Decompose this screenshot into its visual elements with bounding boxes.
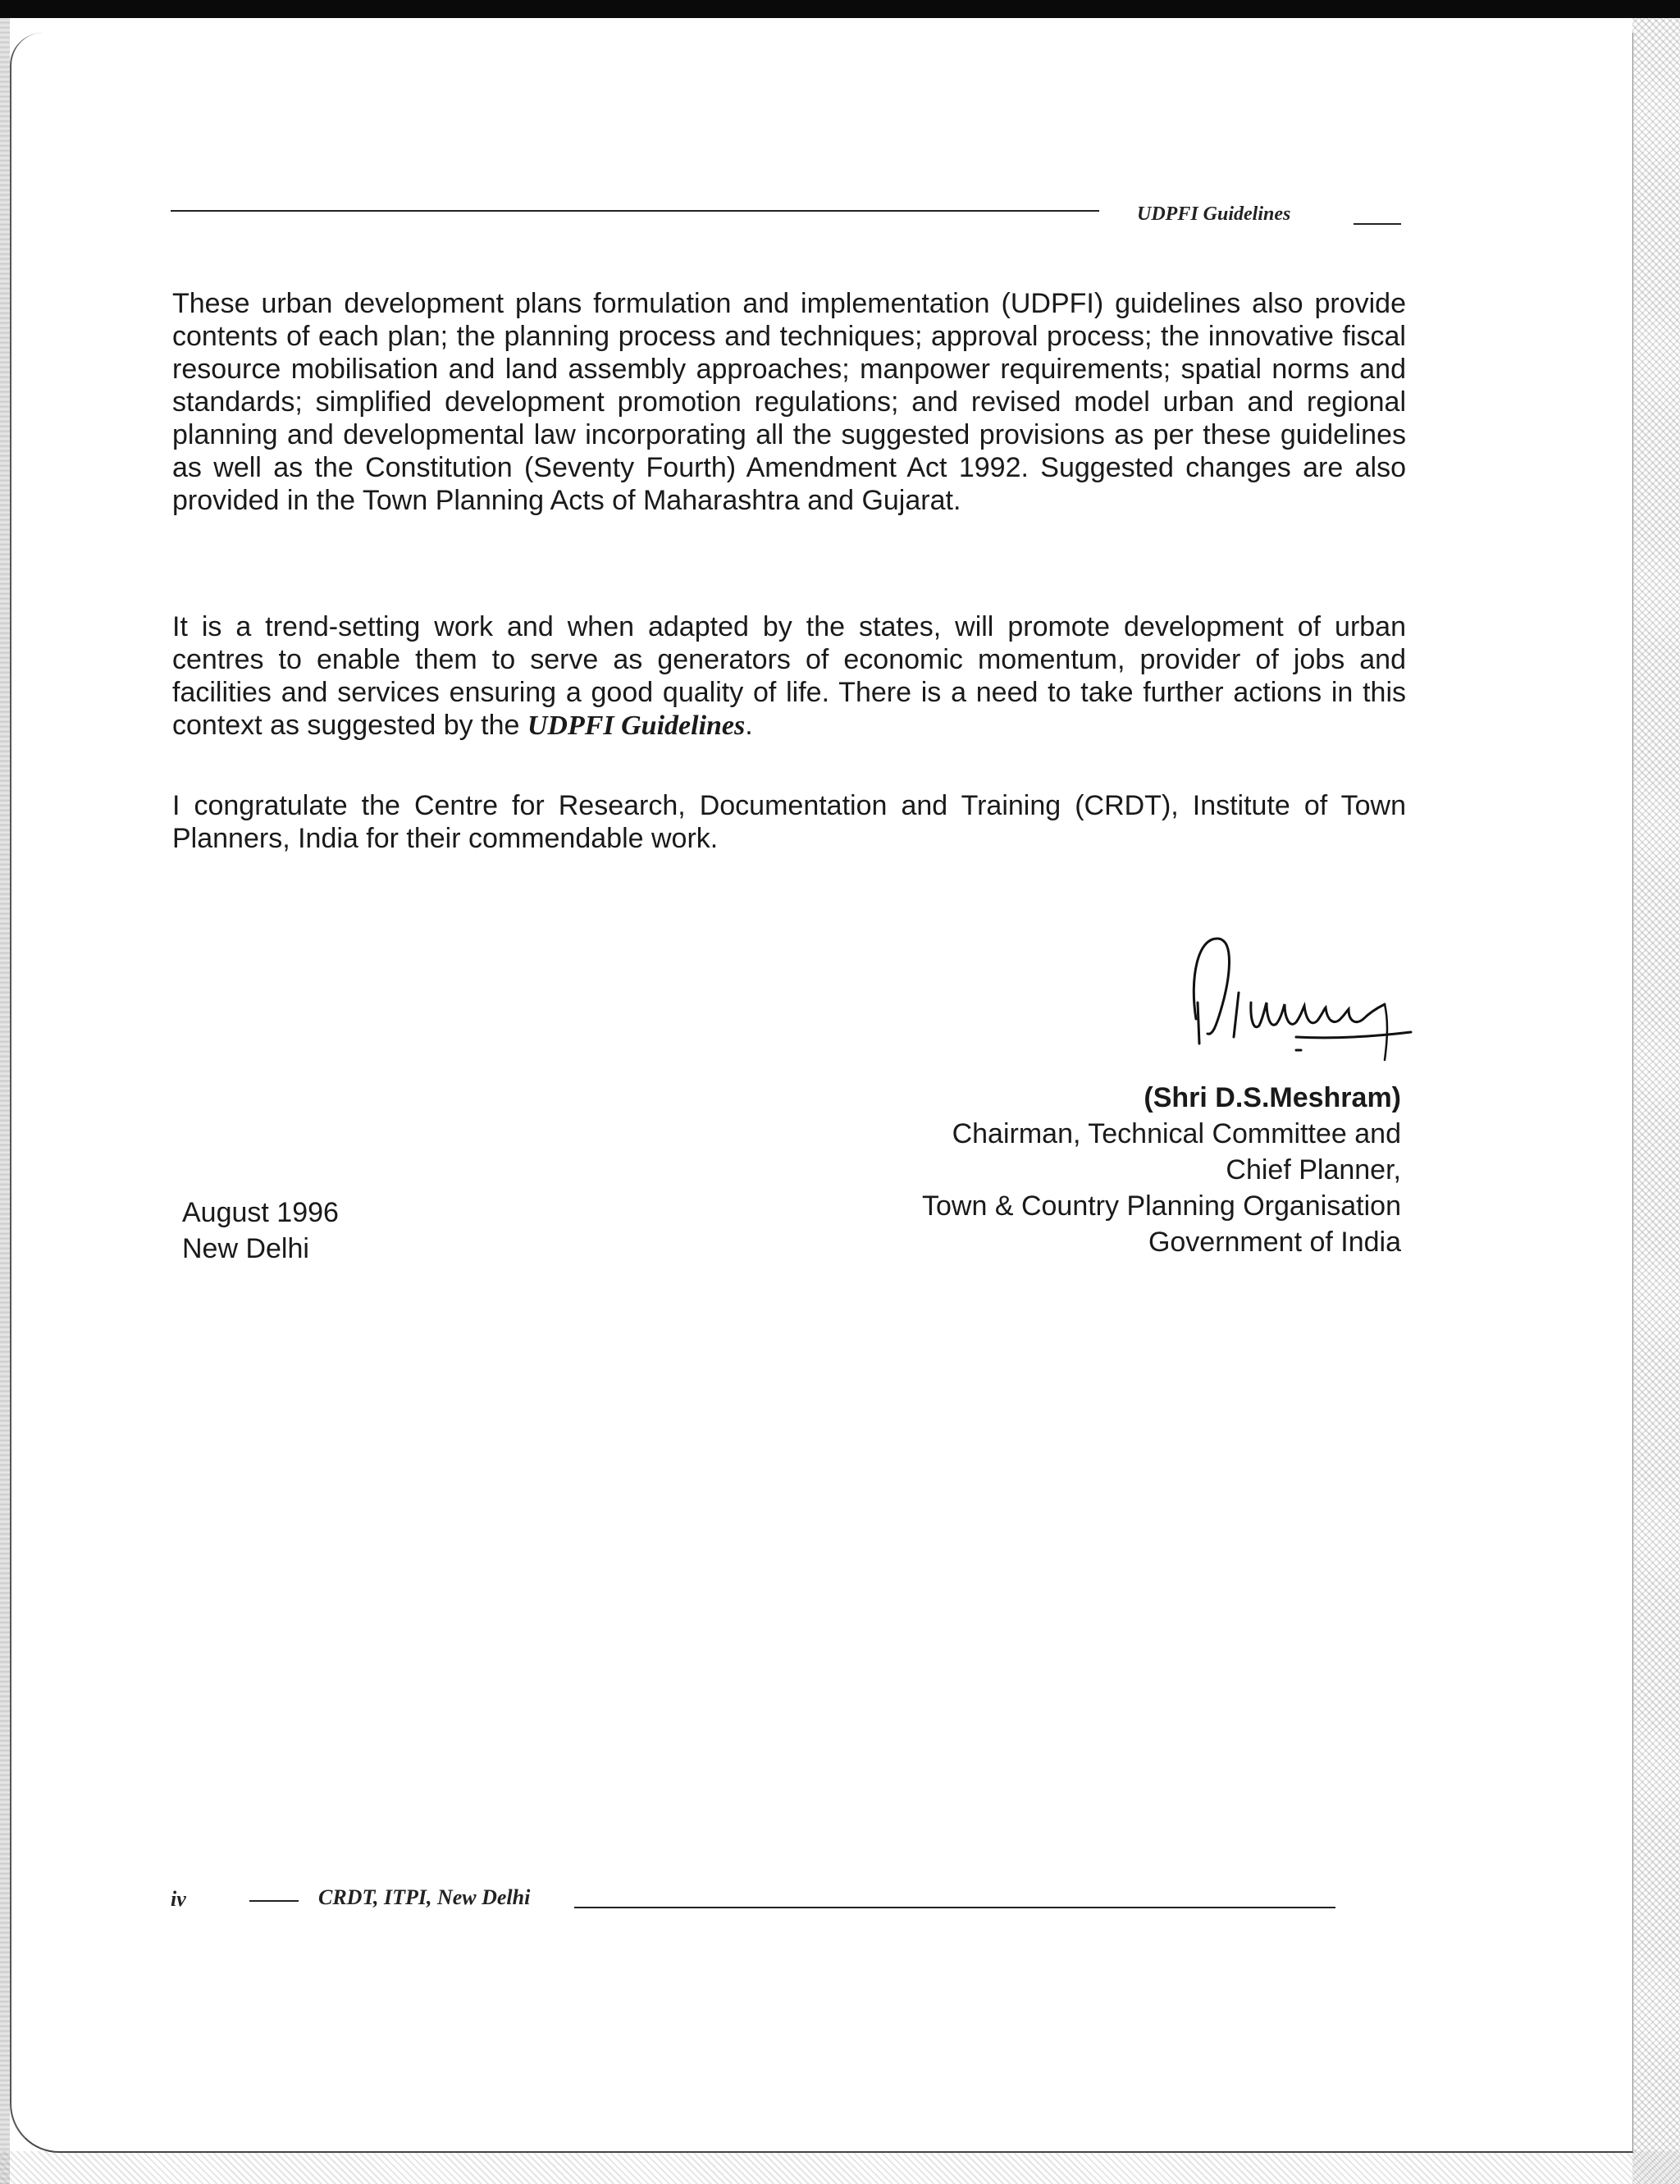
body-paragraph-1: These urban development plans formulation and implementation (UDPFI) guidelines also provide contents of each plan; the planning process and techniques; approval process; the innovative fiscal resource mobilisation and land assembly approaches; manpower requirements; spatial norms and standards; simplified development promotion regulations; and revised model urban and regional planning and developmental law incorporating all the suggested provisions as per these guidelines as well as the Constitution (Seventy Fourth) Amendment Act 1992. Suggested changes are also provided in the Town Planning Acts of Maharashtra and Gujarat.	[172, 288, 1406, 516]
footer-rule-lead	[249, 1900, 299, 1902]
signatory-title-line-3: Town & Country Planning Organisation	[922, 1190, 1401, 1222]
signatory-block	[922, 1080, 1401, 1260]
guidelines-emphasis: UDPFI Guidelines	[527, 710, 746, 741]
signatory-title-line-4: Government of India	[1148, 1227, 1401, 1258]
letter-date: August 1996	[182, 1197, 339, 1228]
scan-left-edge	[0, 18, 10, 2184]
signatory-title-line-2: Chief Planner,	[1226, 1154, 1401, 1186]
handwritten-signature	[1173, 929, 1419, 1076]
signatory-name: (Shri D.S.Meshram)	[1144, 1082, 1401, 1113]
scan-right-edge	[1632, 18, 1680, 2184]
header-rule	[171, 210, 1099, 212]
header-rule-tail	[1354, 223, 1401, 225]
scan-bottom-edge	[0, 2151, 1680, 2184]
signatory-title-line-1: Chairman, Technical Committee and	[952, 1118, 1401, 1149]
footer-title: CRDT, ITPI, New Delhi	[318, 1885, 531, 1909]
date-place-block	[182, 1195, 339, 1267]
body-paragraph-2	[172, 610, 1406, 742]
scan-top-border	[0, 0, 1680, 18]
footer-page-number: iv	[171, 1887, 186, 1911]
letter-place: New Delhi	[182, 1233, 309, 1264]
running-header-title: UDPFI Guidelines	[1137, 203, 1291, 225]
footer-rule	[574, 1907, 1335, 1908]
body-paragraph-3: I congratulate the Centre for Research, Documentation and Training (CRDT), Institute of Town Planners, India for their commendable work.	[172, 790, 1406, 854]
body-paragraph-2-end: .	[745, 710, 753, 741]
body-paragraph-2-text: It is a trend-setting work and when adapted by the states, will promote development of urban centres to enable them to serve as generators of economic momentum, provider of jobs and facilities and services ensuring a good quality of life. There is a need to take further actions in this context as suggested by the	[172, 611, 1406, 741]
